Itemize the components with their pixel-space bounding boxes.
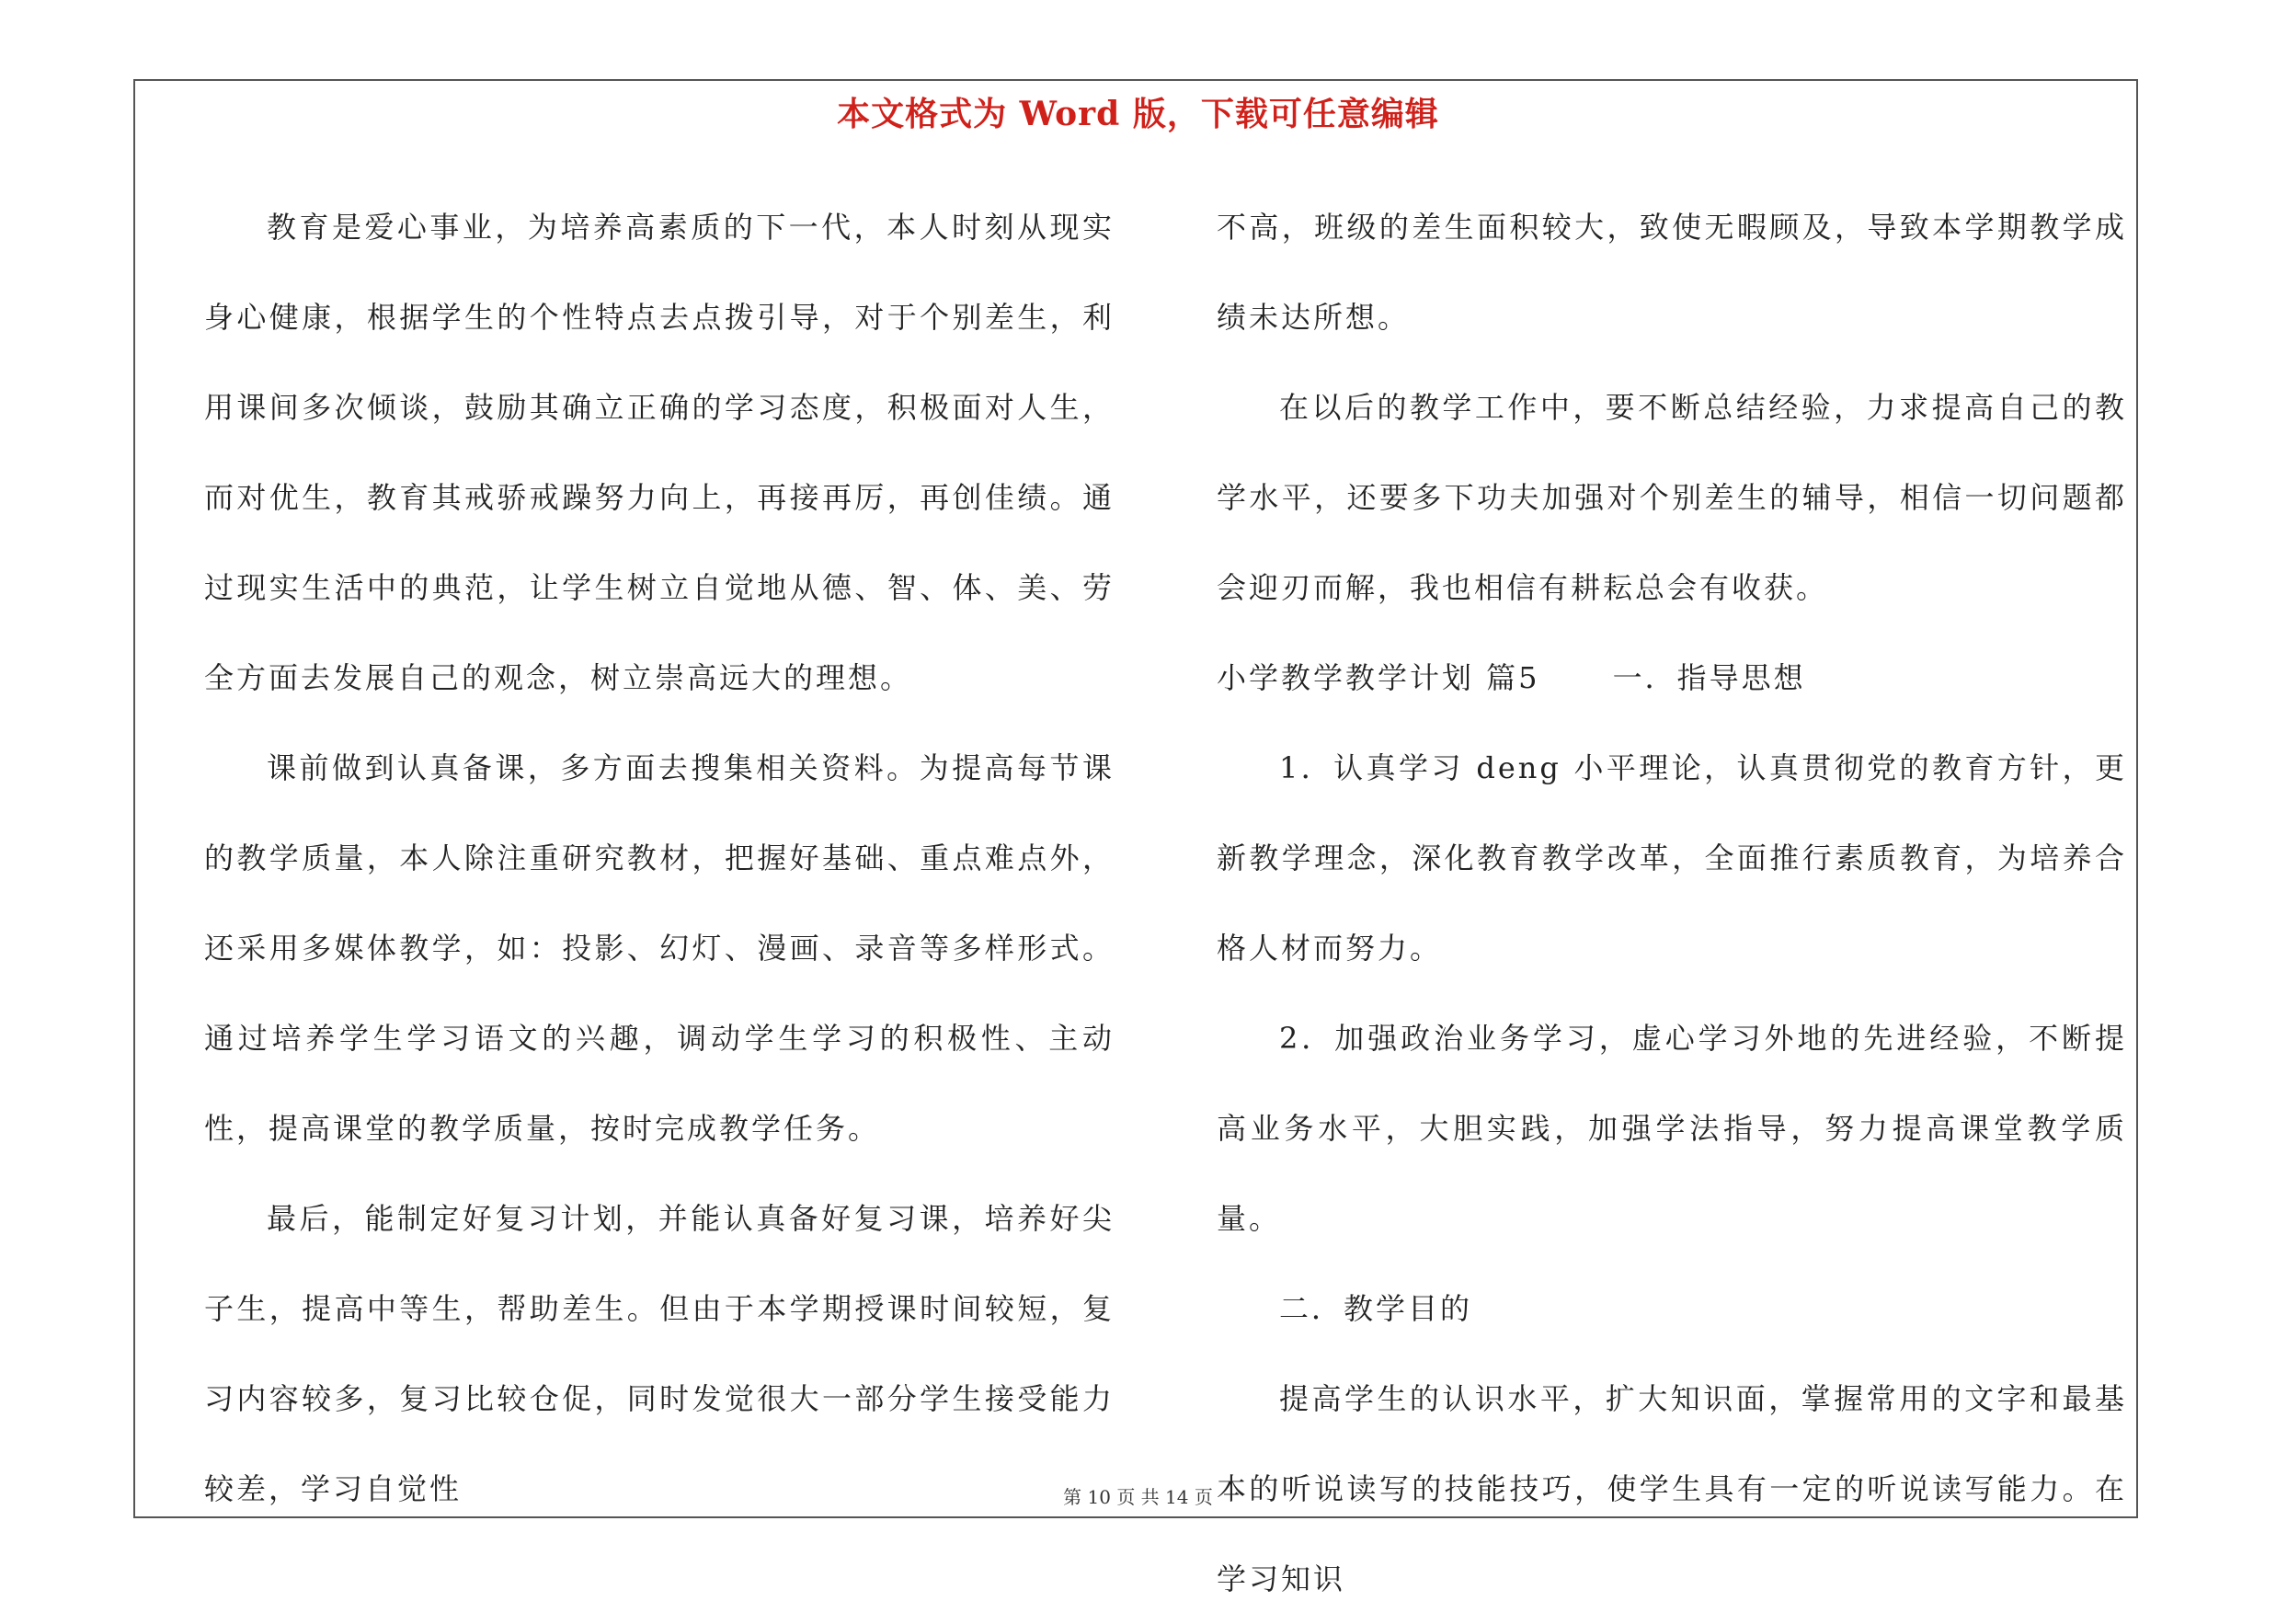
paragraph-continuation: 不高，班级的差生面积较大，致使无暇顾及，导致本学期教学成绩未达所想。 [1217, 210, 2127, 335]
paragraph-review-plan: 最后，能制定好复习计划，并能认真备好复习课，培养好尖子生，提高中等生，帮助差生。但由于本学期授课时间较短，复习内容较多，复习比较仓促，同时发觉很大一部分学生接受能力较差，学习自觉性 [204, 1201, 1115, 1506]
section-title: 小学教学教学计划 篇5 [1217, 660, 1540, 695]
paragraph-moral-education: 教育是爱心事业，为培养高素质的下一代，本人时刻从现实身心健康，根据学生的个性特点去点拨引导，对于个别差生，利用课间多次倾谈，鼓励其确立正确的学习态度，积极面对人生，而对优生，教育其戒骄戒躁努力向上，再接再厉，再创佳绩。通过现实生活中的典范，让学生树立自觉地从德、智、体、美、劳全方面去发展自己的观念，树立崇高远大的理想。 [204, 210, 1115, 695]
paragraph-future-work: 在以后的教学工作中，要不断总结经验，力求提高自己的教学水平，还要多下功夫加强对个别差生的辅导，相信一切问题都会迎刃而解，我也相信有耕耘总会有收获。 [1217, 390, 2127, 605]
page-number: 第 10 页 共 14 页 [1063, 1486, 1213, 1508]
format-banner: 本文格式为 Word 版，下载可任意编辑 [837, 95, 1439, 133]
list-item-2: 2．加强政治业务学习，虚心学习外地的先进经验，不断提高业务水平，大胆实践，加强学法指导，努力提高课堂教学质量。 [1217, 1021, 2127, 1236]
section-heading-guiding-ideology: 一．指导思想 [1612, 660, 1806, 695]
list-item-1: 1．认真学习 deng 小平理论，认真贯彻党的教育方针，更新教学理念，深化教育教学改革，全面推行素质教育，为培养合格人材而努力。 [1217, 750, 2127, 966]
paragraph-lesson-preparation: 课前做到认真备课，多方面去搜集相关资料。为提高每节课的教学质量，本人除注重研究教材，把握好基础、重点难点外，还采用多媒体教学，如：投影、幻灯、漫画、录音等多样形式。通过培养学生学习语文的兴趣，调动学生学习的积极性、主动性，提高课堂的教学质量，按时完成教学任务。 [204, 750, 1115, 1146]
section-title-line [1217, 633, 2127, 723]
right-column [1217, 182, 2127, 1624]
section-heading-teaching-goals: 二．教学目的 [1279, 1291, 1473, 1326]
paragraph-teaching-goals: 提高学生的认识水平，扩大知识面，掌握常用的文字和最基本的听说读写的技能技巧，使学生具有一定的听说读写能力。在学习知识 [1217, 1381, 2127, 1596]
left-column [204, 182, 1115, 1534]
